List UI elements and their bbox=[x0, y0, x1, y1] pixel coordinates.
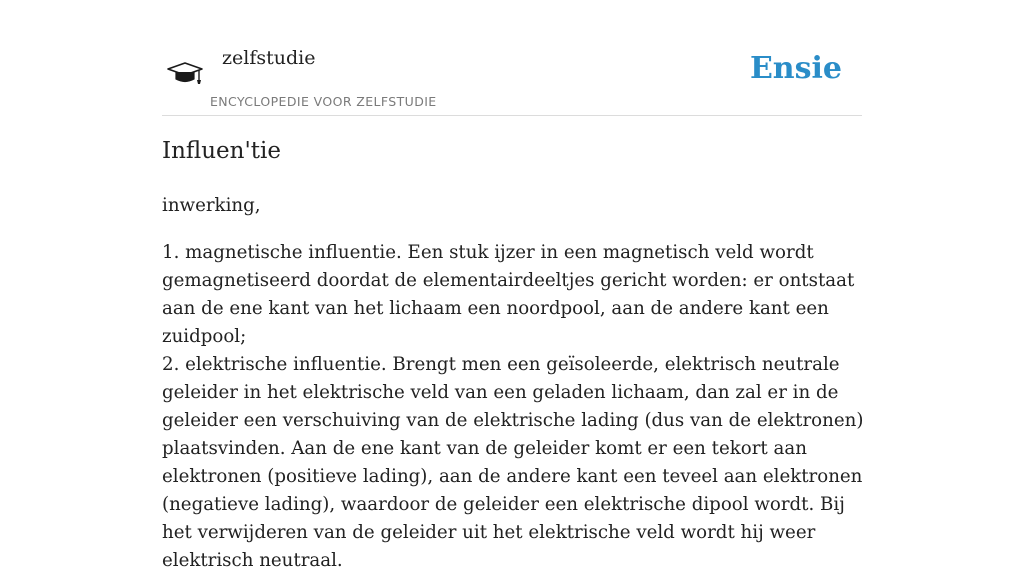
site-header bbox=[162, 40, 862, 116]
article-title: Influen'tie bbox=[162, 138, 282, 164]
article-body bbox=[162, 239, 866, 575]
article-paragraph: 1. magnetische influentie. Een stuk ijzer in een magnetisch veld wordt gemagnetiseerd doordat de elementairdeeltjes gericht worden: er ontstaat aan de ene kant van het lichaam een noordpool, aan de andere kant een zuidpool; bbox=[162, 242, 855, 347]
article-lead: inwerking, bbox=[162, 195, 261, 216]
site-tagline: ENCYCLOPEDIE VOOR ZELFSTUDIE bbox=[210, 94, 437, 109]
graduation-cap-icon[interactable] bbox=[166, 54, 204, 90]
brand-logo-link[interactable]: Ensie bbox=[749, 51, 842, 86]
site-name[interactable]: zelfstudie bbox=[222, 47, 316, 69]
article-paragraph: 2. elektrische influentie. Brengt men een geïsoleerde, elektrisch neutrale geleider in het elektrische veld van een geladen lichaam, dan zal er in de geleider een verschuiving van de elektrische lading (dus van de elektronen) plaatsvinden. Aan de ene kant van de geleider komt er een tekort aan elektronen (positieve lading), aan de andere kant een teveel aan elektronen (negatieve lading), waardoor de geleider een elektrische dipool wordt. Bij het verwijderen van de geleider uit het elektrische veld wordt hij weer elektrisch neutraal. bbox=[162, 354, 864, 571]
